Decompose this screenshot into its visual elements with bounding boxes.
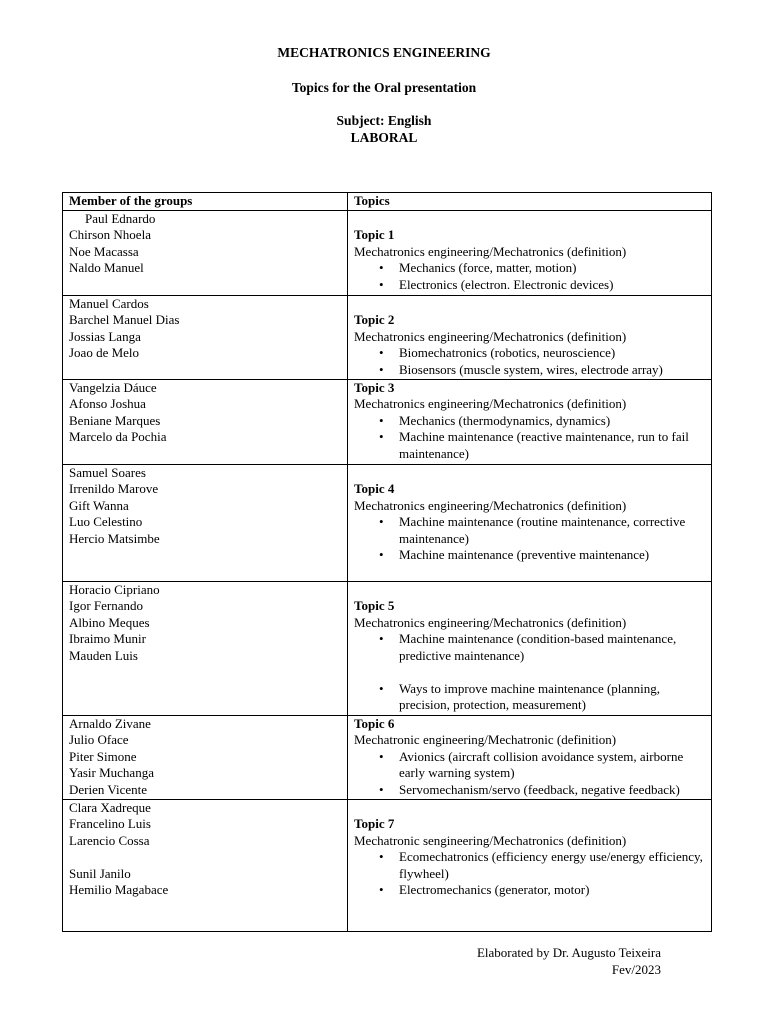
- topic-cell: [348, 581, 712, 715]
- member-name: Ibraimo Munir: [69, 631, 146, 646]
- member-name: Horacio Cipriano: [69, 581, 160, 597]
- topic-cell: [348, 210, 712, 295]
- subject-line: Subject: English: [336, 113, 432, 128]
- topic-title: Topic 4: [354, 481, 395, 496]
- author-credit: Elaborated by Dr. Augusto Teixeira: [476, 945, 661, 960]
- table-row: [63, 379, 712, 464]
- topic-description: Mechatronic sengineering/Mechatronics (definition): [354, 832, 627, 848]
- topic-description: Mechatronics engineering/Mechatronics (definition): [354, 243, 627, 259]
- list-item: • Machine maintenance (reactive maintenance, run to fail maintenance): [399, 429, 705, 462]
- topic-bullets: [354, 514, 705, 564]
- topic-title: Topic 5: [354, 598, 395, 613]
- topic-description: Mechatronics engineering/Mechatronics (definition): [354, 396, 627, 411]
- list-item: • Ways to improve machine maintenance (planning, precision, protection, measurement): [399, 681, 705, 714]
- table-row: [63, 210, 712, 295]
- topic-bullets: [354, 631, 705, 714]
- table-row: [63, 799, 712, 931]
- member-name: Chirson Nhoela: [69, 227, 151, 242]
- table-header-row: [63, 193, 712, 211]
- topic-title: Topic 6: [354, 715, 395, 731]
- member-name: Mauden Luis: [69, 647, 138, 663]
- member-name: Manuel Cardos: [69, 295, 149, 311]
- list-item: • Electromechanics (generator, motor): [399, 882, 705, 899]
- members-cell: [63, 464, 348, 581]
- topic-title: Topic 2: [354, 312, 395, 327]
- member-name: Larencio Cossa: [69, 832, 150, 848]
- member-name: Hercio Matsimbe: [69, 530, 160, 546]
- members-cell: [63, 379, 348, 464]
- topic-bullets: [354, 413, 705, 463]
- list-item: • Biomechatronics (robotics, neuroscience): [399, 345, 705, 362]
- topic-description: Mechatronic engineering/Mechatronic (definition): [354, 732, 617, 747]
- list-item: • Servomechanism/servo (feedback, negative feedback): [399, 782, 705, 799]
- members-cell: [63, 799, 348, 931]
- member-name: Igor Fernando: [69, 598, 144, 613]
- course-line: LABORAL: [350, 130, 418, 145]
- list-item: • Machine maintenance (routine maintenance, corrective maintenance): [399, 514, 705, 547]
- member-name: Albino Meques: [69, 614, 150, 630]
- topic-cell: [348, 715, 712, 799]
- member-name: Beniane Marques: [69, 412, 161, 428]
- table-row: [63, 581, 712, 715]
- topic-title: Topic 3: [354, 379, 395, 395]
- member-name: Francelino Luis: [69, 816, 151, 831]
- topic-cell: [348, 295, 712, 379]
- topic-title: Topic 7: [354, 816, 395, 831]
- member-name: Barchel Manuel Dias: [69, 312, 180, 327]
- topic-description: Mechatronics engineering/Mechatronics (definition): [354, 614, 627, 630]
- list-item: • Avionics (aircraft collision avoidance system, airborne early warning system): [399, 749, 705, 782]
- members-cell: [63, 295, 348, 379]
- topic-description: Mechatronics engineering/Mechatronics (definition): [354, 328, 627, 344]
- member-name: Joao de Melo: [69, 345, 140, 360]
- member-name: Naldo Manuel: [69, 260, 144, 275]
- member-name: Piter Simone: [69, 748, 137, 764]
- column-header-topics: Topics: [348, 193, 712, 211]
- list-item: • Biosensors (muscle system, wires, electrode array): [399, 362, 705, 379]
- list-item: • Machine maintenance (preventive maintenance): [399, 547, 705, 564]
- member-name: Derien Vicente: [69, 781, 148, 797]
- member-name: Samuel Soares: [69, 464, 146, 480]
- member-name: Vangelzia Dáuce: [69, 379, 157, 395]
- document-date: Fev/2023: [611, 962, 661, 977]
- member-name: Arnaldo Zivane: [69, 715, 151, 731]
- topic-cell: [348, 799, 712, 931]
- document-title: MECHATRONICS ENGINEERING: [277, 45, 491, 60]
- column-header-members: Member of the groups: [63, 193, 348, 211]
- list-item: • Electronics (electron. Electronic devices): [399, 277, 705, 294]
- member-name: Noe Macassa: [69, 243, 139, 259]
- list-item: • Ecomechatronics (efficiency energy use/energy efficiency, flywheel): [399, 849, 705, 882]
- table-row: [63, 715, 712, 799]
- topic-bullets: [354, 749, 705, 799]
- member-name: Sunil Janilo: [69, 865, 131, 881]
- member-name: Afonso Joshua: [69, 396, 146, 411]
- table-row: [63, 295, 712, 379]
- member-name: Irrenildo Marove: [69, 481, 159, 496]
- member-name: Luo Celestino: [69, 514, 143, 529]
- topics-table: [62, 192, 712, 932]
- topic-cell: [348, 464, 712, 581]
- member-name: Clara Xadreque: [69, 799, 151, 815]
- list-item: • Machine maintenance (condition-based maintenance, predictive maintenance): [399, 631, 705, 664]
- list-item: • Mechanics (force, matter, motion): [399, 260, 705, 277]
- member-name: Yasir Muchanga: [69, 765, 154, 780]
- table-row: [63, 464, 712, 581]
- list-item: • Mechanics (thermodynamics, dynamics): [399, 413, 705, 430]
- member-name: Julio Oface: [69, 732, 129, 747]
- members-cell: [63, 210, 348, 295]
- topic-bullets: [354, 260, 705, 293]
- member-name: Jossias Langa: [69, 328, 141, 344]
- member-name: Paul Ednardo: [85, 210, 156, 226]
- topic-title: Topic 1: [354, 227, 395, 242]
- topic-description: Mechatronics engineering/Mechatronics (definition): [354, 497, 627, 513]
- member-name: Hemilio Magabace: [69, 882, 169, 897]
- topic-bullets: [354, 849, 705, 899]
- document-subtitle: Topics for the Oral presentation: [291, 80, 477, 95]
- members-cell: [63, 581, 348, 715]
- topic-bullets: [354, 345, 705, 378]
- member-name: Marcelo da Pochia: [69, 429, 167, 444]
- topic-cell: [348, 379, 712, 464]
- member-name: Gift Wanna: [69, 497, 129, 513]
- members-cell: [63, 715, 348, 799]
